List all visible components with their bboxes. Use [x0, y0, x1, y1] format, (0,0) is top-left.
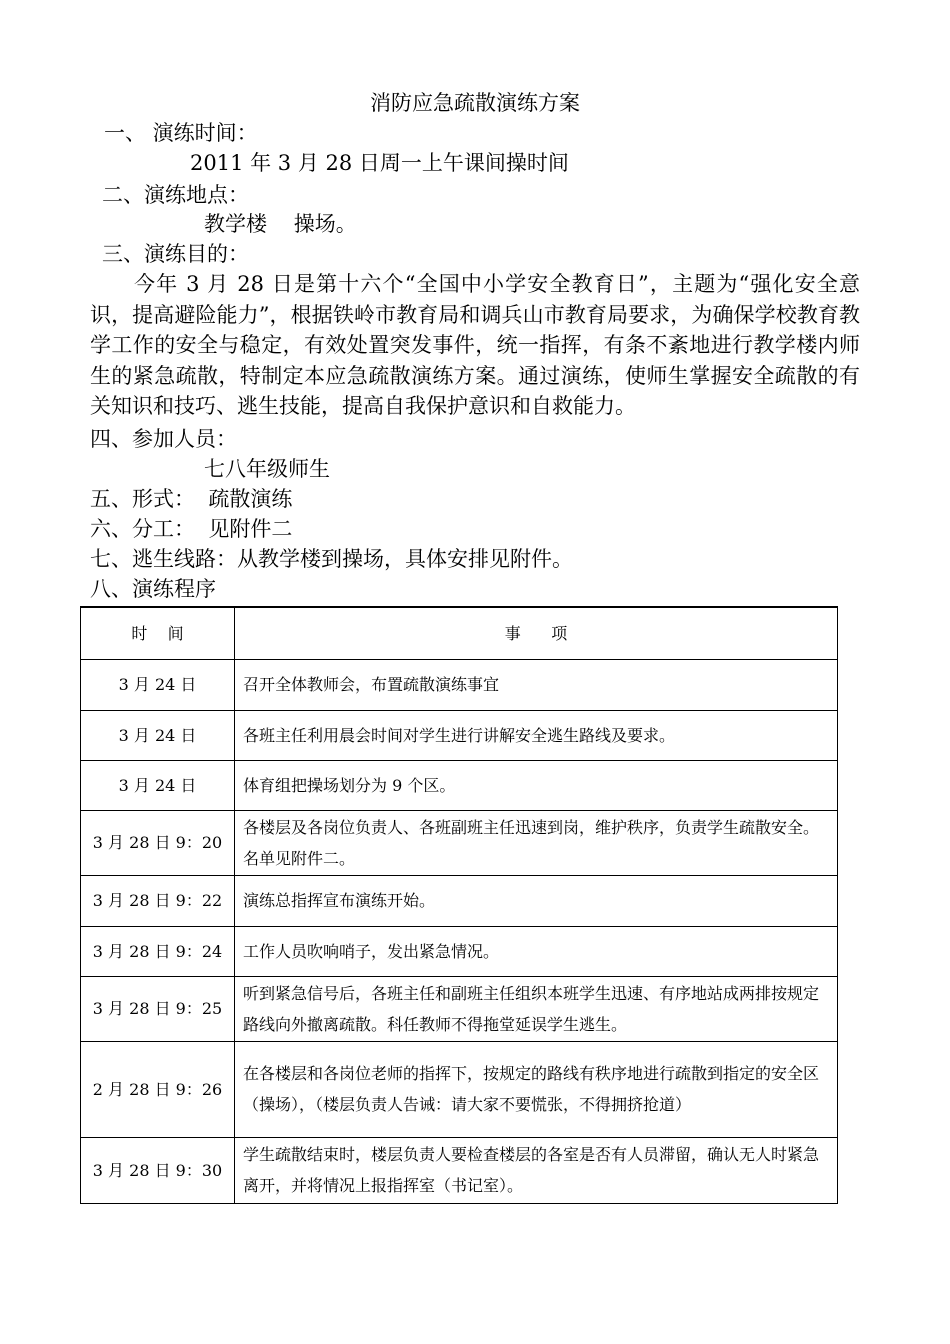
- row-time: 3 月 28 日 9：25: [81, 976, 235, 1041]
- header-item: 事 项: [235, 607, 838, 659]
- table-row: [81, 926, 838, 976]
- row-time: 3 月 28 日 9：24: [81, 926, 235, 976]
- table-row: [81, 710, 838, 760]
- section-2-heading: 二、演练地点：: [102, 183, 249, 207]
- row-time: 3 月 28 日 9：22: [81, 875, 235, 926]
- row-time: 3 月 28 日 9：30: [81, 1137, 235, 1203]
- section-3-paragraph: 今年 3 月 28 日是第十六个“全国中小学安全教育日”，主题为“强化安全意识，提高避险能力”，根据铁岭市教育局和调兵山市教育局要求，为确保学校教育教学工作的安全与稳定，有效处置突发事件，统一指挥，有条不紊地进行教学楼内师生的紧急疏散，特制定本应急疏散演练方案。通过演练，使师生掌握安全疏散的有关知识和技巧、逃生技能，提高自我保护意识和自救能力。: [90, 272, 860, 418]
- section-6-text: 六、分工： 见附件二: [90, 517, 293, 541]
- row-time: 3 月 28 日 9：20: [81, 810, 235, 875]
- section-2-content: 教学楼 操场。: [204, 212, 357, 236]
- drill-procedure-table: [80, 606, 838, 1204]
- row-item: 体育组把操场划分为 9 个区。: [235, 760, 838, 810]
- table-row: [81, 1137, 838, 1203]
- row-time: 3 月 24 日: [81, 760, 235, 810]
- table-header-row: [81, 607, 838, 659]
- section-1-heading: 一、 演练时间：: [104, 121, 258, 145]
- row-item: 学生疏散结束时，楼层负责人要检查楼层的各室是否有人员滞留，确认无人时紧急离开，并将情况上报指挥室（书记室）。: [235, 1137, 838, 1203]
- row-item: 听到紧急信号后，各班主任和副班主任组织本班学生迅速、有序地站成两排按规定路线向外撤离疏散。科任教师不得拖堂延误学生逃生。: [235, 976, 838, 1041]
- row-item: 各班主任利用晨会时间对学生进行讲解安全逃生路线及要求。: [235, 710, 838, 760]
- section-8-heading: 八、演练程序: [90, 577, 216, 601]
- section-4-heading: 四、参加人员：: [90, 427, 237, 451]
- section-5-text: 五、形式： 疏散演练: [90, 487, 293, 511]
- section-4-content: 七八年级师生: [204, 457, 330, 481]
- row-item: 工作人员吹响哨子，发出紧急情况。: [235, 926, 838, 976]
- document-title: 消防应急疏散演练方案: [370, 91, 580, 115]
- row-item: 召开全体教师会，布置疏散演练事宜: [235, 659, 838, 710]
- row-item: 在各楼层和各岗位老师的指挥下，按规定的路线有秩序地进行疏散到指定的安全区（操场），（楼层负责人告诫：请大家不要慌张，不得拥挤抢道）: [235, 1041, 838, 1137]
- section-1-content: 2011 年 3 月 28 日周一上午课间操时间: [190, 151, 569, 175]
- row-time: 3 月 24 日: [81, 710, 235, 760]
- table-row: [81, 1041, 838, 1137]
- table-row: [81, 875, 838, 926]
- section-3-heading: 三、演练目的：: [102, 242, 249, 266]
- row-time: 3 月 24 日: [81, 659, 235, 710]
- row-time: 2 月 28 日 9：26: [81, 1041, 235, 1137]
- header-time: 时 间: [81, 607, 235, 659]
- table-row: [81, 810, 838, 875]
- section-7-text: 七、逃生线路：从教学楼到操场，具体安排见附件。: [90, 547, 573, 571]
- table-row: [81, 659, 838, 710]
- table-row: [81, 760, 838, 810]
- table-row: [81, 976, 838, 1041]
- row-item: 各楼层及各岗位负责人、各班副班主任迅速到岗，维护秩序，负责学生疏散安全。名单见附件二。: [235, 810, 838, 875]
- row-item: 演练总指挥宣布演练开始。: [235, 875, 838, 926]
